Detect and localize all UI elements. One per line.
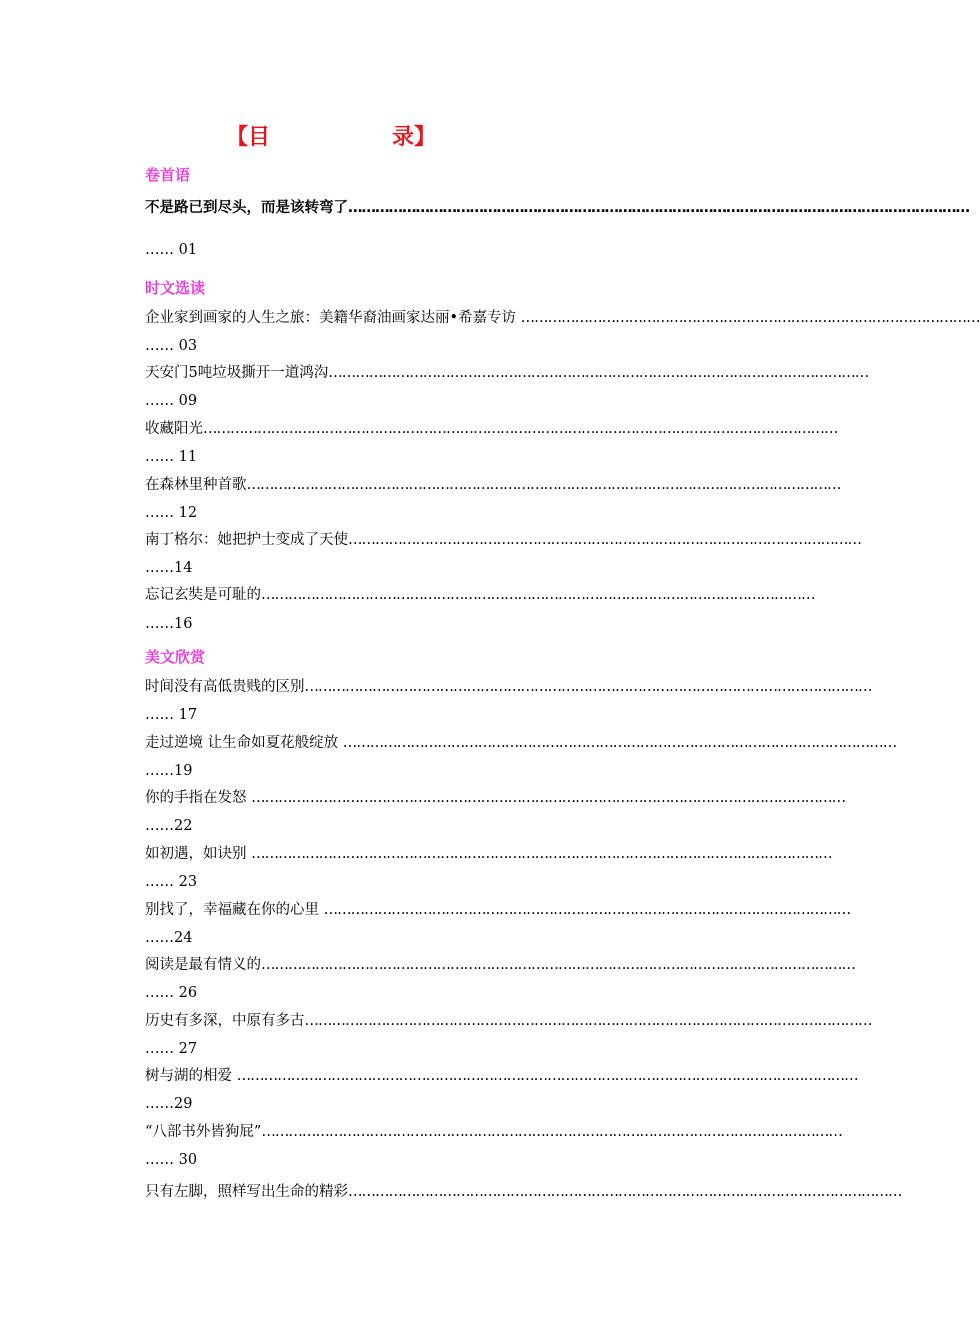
toc-entry-title: “八部书外皆狗屁” <box>145 1124 262 1140</box>
toc-entry-page: …… 30 <box>145 1152 198 1168</box>
toc-entry[interactable] <box>145 198 969 218</box>
toc-entry[interactable] <box>145 363 869 383</box>
toc-entry[interactable] <box>145 1182 902 1202</box>
leader-dots: …………………………………………………………………………………………………………………………… <box>203 421 838 437</box>
leader-dots: …………………………………………………………………………………………………………… <box>348 1184 902 1200</box>
toc-entry-title: 天安门5吨垃圾撕开一道鸿沟 <box>145 365 329 381</box>
toc-entry[interactable] <box>145 900 851 920</box>
leader-dots: ………………………………………………………………………………………………………………………… <box>236 1068 858 1084</box>
toc-entry-page: ……14 <box>145 560 193 576</box>
toc-entry[interactable] <box>145 733 897 753</box>
toc-entry-title: 南丁格尔：她把护士变成了天使 <box>145 532 348 548</box>
toc-entry[interactable] <box>145 419 838 439</box>
leader-dots: ……………………………………………………………………………………………………………… <box>304 679 872 695</box>
leader-dots: …………………………………………………………………………………………………………………… <box>251 790 846 806</box>
toc-entry[interactable] <box>145 308 980 328</box>
toc-entry-title: 收藏阳光 <box>145 421 203 437</box>
leader-dots: ………………………………………………………………………………………………………………… <box>261 1124 842 1140</box>
leader-dots: …………………………………………………………………………………………………………………… <box>246 477 841 493</box>
toc-entry[interactable] <box>145 955 855 975</box>
toc-entry[interactable] <box>145 585 815 605</box>
toc-entry-page: ……19 <box>145 763 193 779</box>
toc-entry[interactable] <box>145 530 861 550</box>
toc-entry-title: 别找了，幸福藏在你的心里 <box>145 902 324 918</box>
toc-entry[interactable] <box>145 788 846 808</box>
toc-entry[interactable] <box>145 1066 858 1086</box>
toc-entry-title: 忘记玄奘是可耻的 <box>145 587 261 603</box>
toc-entry-page: …… 27 <box>145 1041 198 1057</box>
toc-entry-title: 树与湖的相爱 <box>145 1068 237 1084</box>
toc-entry-page: …… 26 <box>145 985 198 1001</box>
leader-dots: ………………………………………………………………………………………………………………………… <box>348 200 969 216</box>
section-heading: 美文欣赏 <box>145 648 206 666</box>
toc-entry-page: …… 09 <box>145 393 198 409</box>
toc-entry-page: …… 23 <box>145 874 198 890</box>
toc-entry-title: 企业家到画家的人生之旅：美籍华裔油画家达丽•希嘉专访 <box>145 310 521 326</box>
toc-entry-title: 时间没有高低贵贱的区别 <box>145 679 305 695</box>
toc-entry[interactable] <box>145 475 841 495</box>
toc-entry-title: 你的手指在发怒 <box>145 790 252 806</box>
toc-entry[interactable] <box>145 1122 842 1142</box>
toc-entry-page: ……16 <box>145 616 193 632</box>
leader-dots: ……………………………………………………………………………………………………… <box>323 902 851 918</box>
toc-entry-page: …… 03 <box>145 338 198 354</box>
leader-dots: ……………………………………………………………………………………………………………… <box>304 1013 872 1029</box>
leader-dots: ………………………………………………………………………………………… <box>520 310 980 326</box>
leader-dots: …………………………………………………………………………………………………………… <box>342 735 897 751</box>
toc-entry-title: 不是路已到尽头，而是该转弯了 <box>145 200 348 216</box>
toc-entry-page: …… 11 <box>145 449 198 465</box>
toc-title <box>226 120 436 150</box>
toc-entry-title: 阅读是最有情义的 <box>145 957 261 973</box>
leader-dots: …………………………………………………………………………………………………………… <box>261 587 815 603</box>
toc-entry-title: 走过逆境 让生命如夏花般绽放 <box>145 735 343 751</box>
toc-entry-title: 历史有多深，中原有多古 <box>145 1013 305 1029</box>
toc-entry[interactable] <box>145 1011 872 1031</box>
toc-entry-title: 只有左脚，照样写出生命的精彩 <box>145 1184 348 1200</box>
leader-dots: ………………………………………………………………………………………………………… <box>328 365 869 381</box>
leader-dots: ………………………………………………………………………………………………………………… <box>251 846 832 862</box>
toc-entry-page: …… 12 <box>145 505 198 521</box>
toc-entry-page: ……22 <box>145 818 193 834</box>
leader-dots: …………………………………………………………………………………………………………………… <box>261 957 855 973</box>
section-heading: 时文选读 <box>145 279 206 297</box>
toc-entry-page: …… 01 <box>145 242 198 258</box>
toc-entry-title: 如初遇，如诀别 <box>145 846 252 862</box>
toc-title-right: 录】 <box>391 125 436 150</box>
toc-entry-page: …… 17 <box>145 707 198 723</box>
leader-dots: …………………………………………………………………………………………………… <box>348 532 861 548</box>
toc-entry-page: ……29 <box>145 1096 193 1112</box>
toc-entry-page: ……24 <box>145 930 193 946</box>
toc-title-left: 【目 <box>226 125 271 150</box>
toc-entry[interactable] <box>145 677 872 697</box>
toc-entry[interactable] <box>145 844 832 864</box>
section-heading: 卷首语 <box>145 166 191 184</box>
toc-entry-title: 在森林里种首歌 <box>145 477 247 493</box>
